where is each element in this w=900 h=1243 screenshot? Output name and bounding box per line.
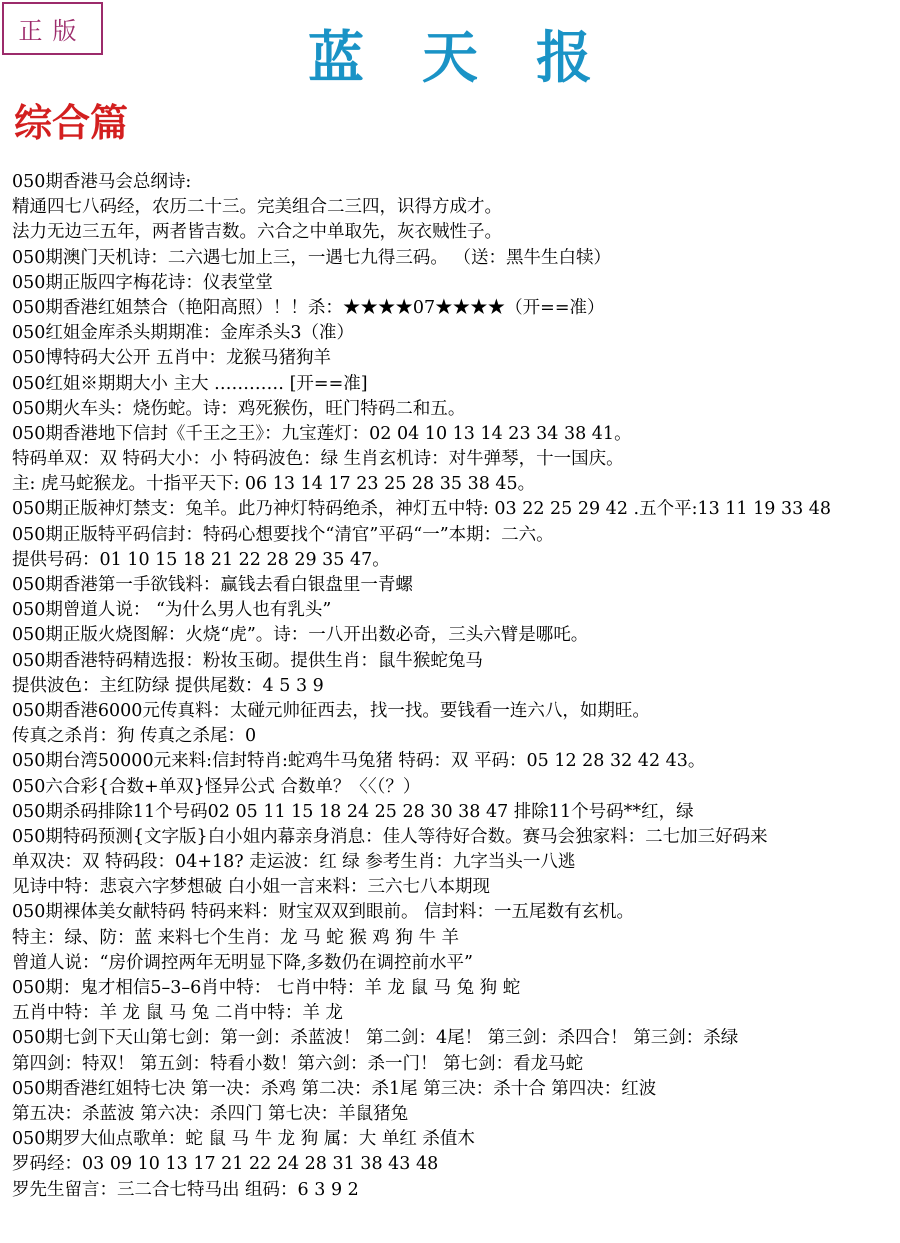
text-line: 第五决：杀蓝波 第六决：杀四门 第七决：羊鼠猪兔 xyxy=(12,1103,409,1124)
text-line: 050六合彩{合数+单双}怪异公式 合数单？〈〈（？） xyxy=(12,776,421,797)
text-line: 罗先生留言：三二合七特马出 组码：6 3 9 2 xyxy=(12,1179,359,1200)
edition-badge: 正版 xyxy=(2,2,103,55)
text-line: 第四剑：特双！ 第五剑：特看小数！第六剑：杀一门！ 第七剑：看龙马蛇 xyxy=(12,1053,584,1074)
text-line: 050期香港6000元传真料：太碰元帅征西去，找一找。要钱看一连六八，如期旺。 xyxy=(12,700,650,721)
text-line: 050博特码大公开 五肖中：龙猴马猪狗羊 xyxy=(12,348,331,369)
text-line: 提供号码：01 10 15 18 21 22 28 29 35 47。 xyxy=(12,549,390,570)
text-line: 050期澳门天机诗：二六遇七加上三，一遇七九得三码。 （送：黑牛生白犊） xyxy=(12,247,611,268)
text-line: 罗码经：03 09 10 13 17 21 22 24 28 31 38 43 48 xyxy=(12,1154,439,1175)
text-line: 050期香港特码精选报：粉妆玉砌。提供生肖：鼠牛猴蛇兔马 xyxy=(12,650,483,671)
text-line: 050红姐金库杀头期期准：金库杀头3（准） xyxy=(12,323,355,344)
text-line: 特主：绿、防：蓝 来料七个生肖：龙 马 蛇 猴 鸡 狗 牛 羊 xyxy=(12,927,460,948)
text-line: 050期香港红姐禁合（艳阳高照）！！杀：★★★★07★★★★（开==准） xyxy=(12,297,605,318)
text-line: 传真之杀肖：狗 传真之杀尾：0 xyxy=(12,726,257,747)
text-line: 050期杀码排除11个号码02 05 11 15 18 24 25 28 30 38 47 排除11个号码**红，绿 xyxy=(12,801,694,822)
article-body xyxy=(12,170,894,1203)
text-line: 050期七剑下天山第七剑：第一剑：杀蓝波！ 第二剑：4尾！ 第三剑：杀四合！ 第三剑：杀绿 xyxy=(12,1028,739,1049)
newspaper-title: 蓝天报 xyxy=(308,25,650,91)
text-line: 特码单双：双 特码大小：小 特码波色：绿 生肖玄机诗：对牛弹琴，十一国庆。 xyxy=(12,449,624,470)
text-line: 050期裸体美女献特码 特码来料：财宝双双到眼前。 信封料：一五尾数有玄机。 xyxy=(12,902,635,923)
text-line: 050期香港地下信封《千王之王》：九宝莲灯：02 04 10 13 14 23 34 38 41。 xyxy=(12,423,632,444)
text-line: 050期香港第一手欲钱料：赢钱去看白银盘里一青螺 xyxy=(12,575,413,595)
text-line: 050期正版火烧图解：火烧“虎”。诗：一八开出数必奇，三头六臂是哪吒。 xyxy=(12,625,589,646)
text-line: 050期正版神灯禁支：兔羊。此乃神灯特码绝杀，神灯五中特: 03 22 25 29 42 .五个平:13 11 19 33 48 xyxy=(12,499,832,520)
text-line: 法力无边三五年，两者皆吉数。六合之中单取先，灰衣贼性子。 xyxy=(12,222,502,243)
text-line: 曾道人说：“房价调控两年无明显下降,多数仍在调控前水平” xyxy=(12,952,473,973)
text-line: 050期曾道人说： “为什么男人也有乳头” xyxy=(12,600,332,621)
text-line: 五肖中特：羊 龙 鼠 马 兔 二肖中特：羊 龙 xyxy=(12,1003,343,1024)
text-line: 050期正版四字梅花诗：仪表堂堂 xyxy=(12,272,273,293)
text-line: 主: 虎马蛇猴龙。十指平天下: 06 13 14 17 23 25 28 35 38 45。 xyxy=(12,474,536,495)
text-line: 050期正版特平码信封：特码心想要找个“清官”平码“一”本期：二六。 xyxy=(12,524,554,545)
text-line: 050期特码预测{文字版}白小姐内幕亲身消息：佳人等待好合数。赛马会独家料：二七加三好码来 xyxy=(12,826,768,847)
text-line: 精通四七八码经，农历二十三。完美组合二三四，识得方成才。 xyxy=(12,197,502,218)
section-title: 综合篇 xyxy=(14,100,129,145)
text-line: 提供波色：主红防绿 提供尾数：4 5 3 9 xyxy=(12,675,324,696)
text-line: 单双决：双 特码段：04+18? 走运波：红 绿 参考生肖：九字当头一八逃 xyxy=(12,852,576,873)
text-line: 见诗中特：悲哀六字梦想破 白小姐一言来料：三六七八本期现 xyxy=(12,877,491,898)
text-line: 050期罗大仙点歌单：蛇 鼠 马 牛 龙 狗 属：大 单红 杀值木 xyxy=(12,1129,475,1150)
text-line: 050期火车头：烧伤蛇。诗：鸡死猴伤，旺门特码二和五。 xyxy=(12,398,466,419)
text-line: 050期：鬼才相信5–3–6肖中特： 七肖中特：羊 龙 鼠 马 兔 狗 蛇 xyxy=(12,978,521,998)
text-line: 050期香港马会总纲诗: xyxy=(12,172,192,192)
text-line: 050期台湾50000元来料:信封特肖:蛇鸡牛马兔猪 特码：双 平码：05 12 28 32 42 43。 xyxy=(12,751,706,772)
text-line: 050红姐※期期大小 主大 ………… [开==准] xyxy=(12,373,368,394)
text-line: 050期香港红姐特七决 第一决：杀鸡 第二决：杀1尾 第三决：杀十合 第四决：红波 xyxy=(12,1078,657,1099)
